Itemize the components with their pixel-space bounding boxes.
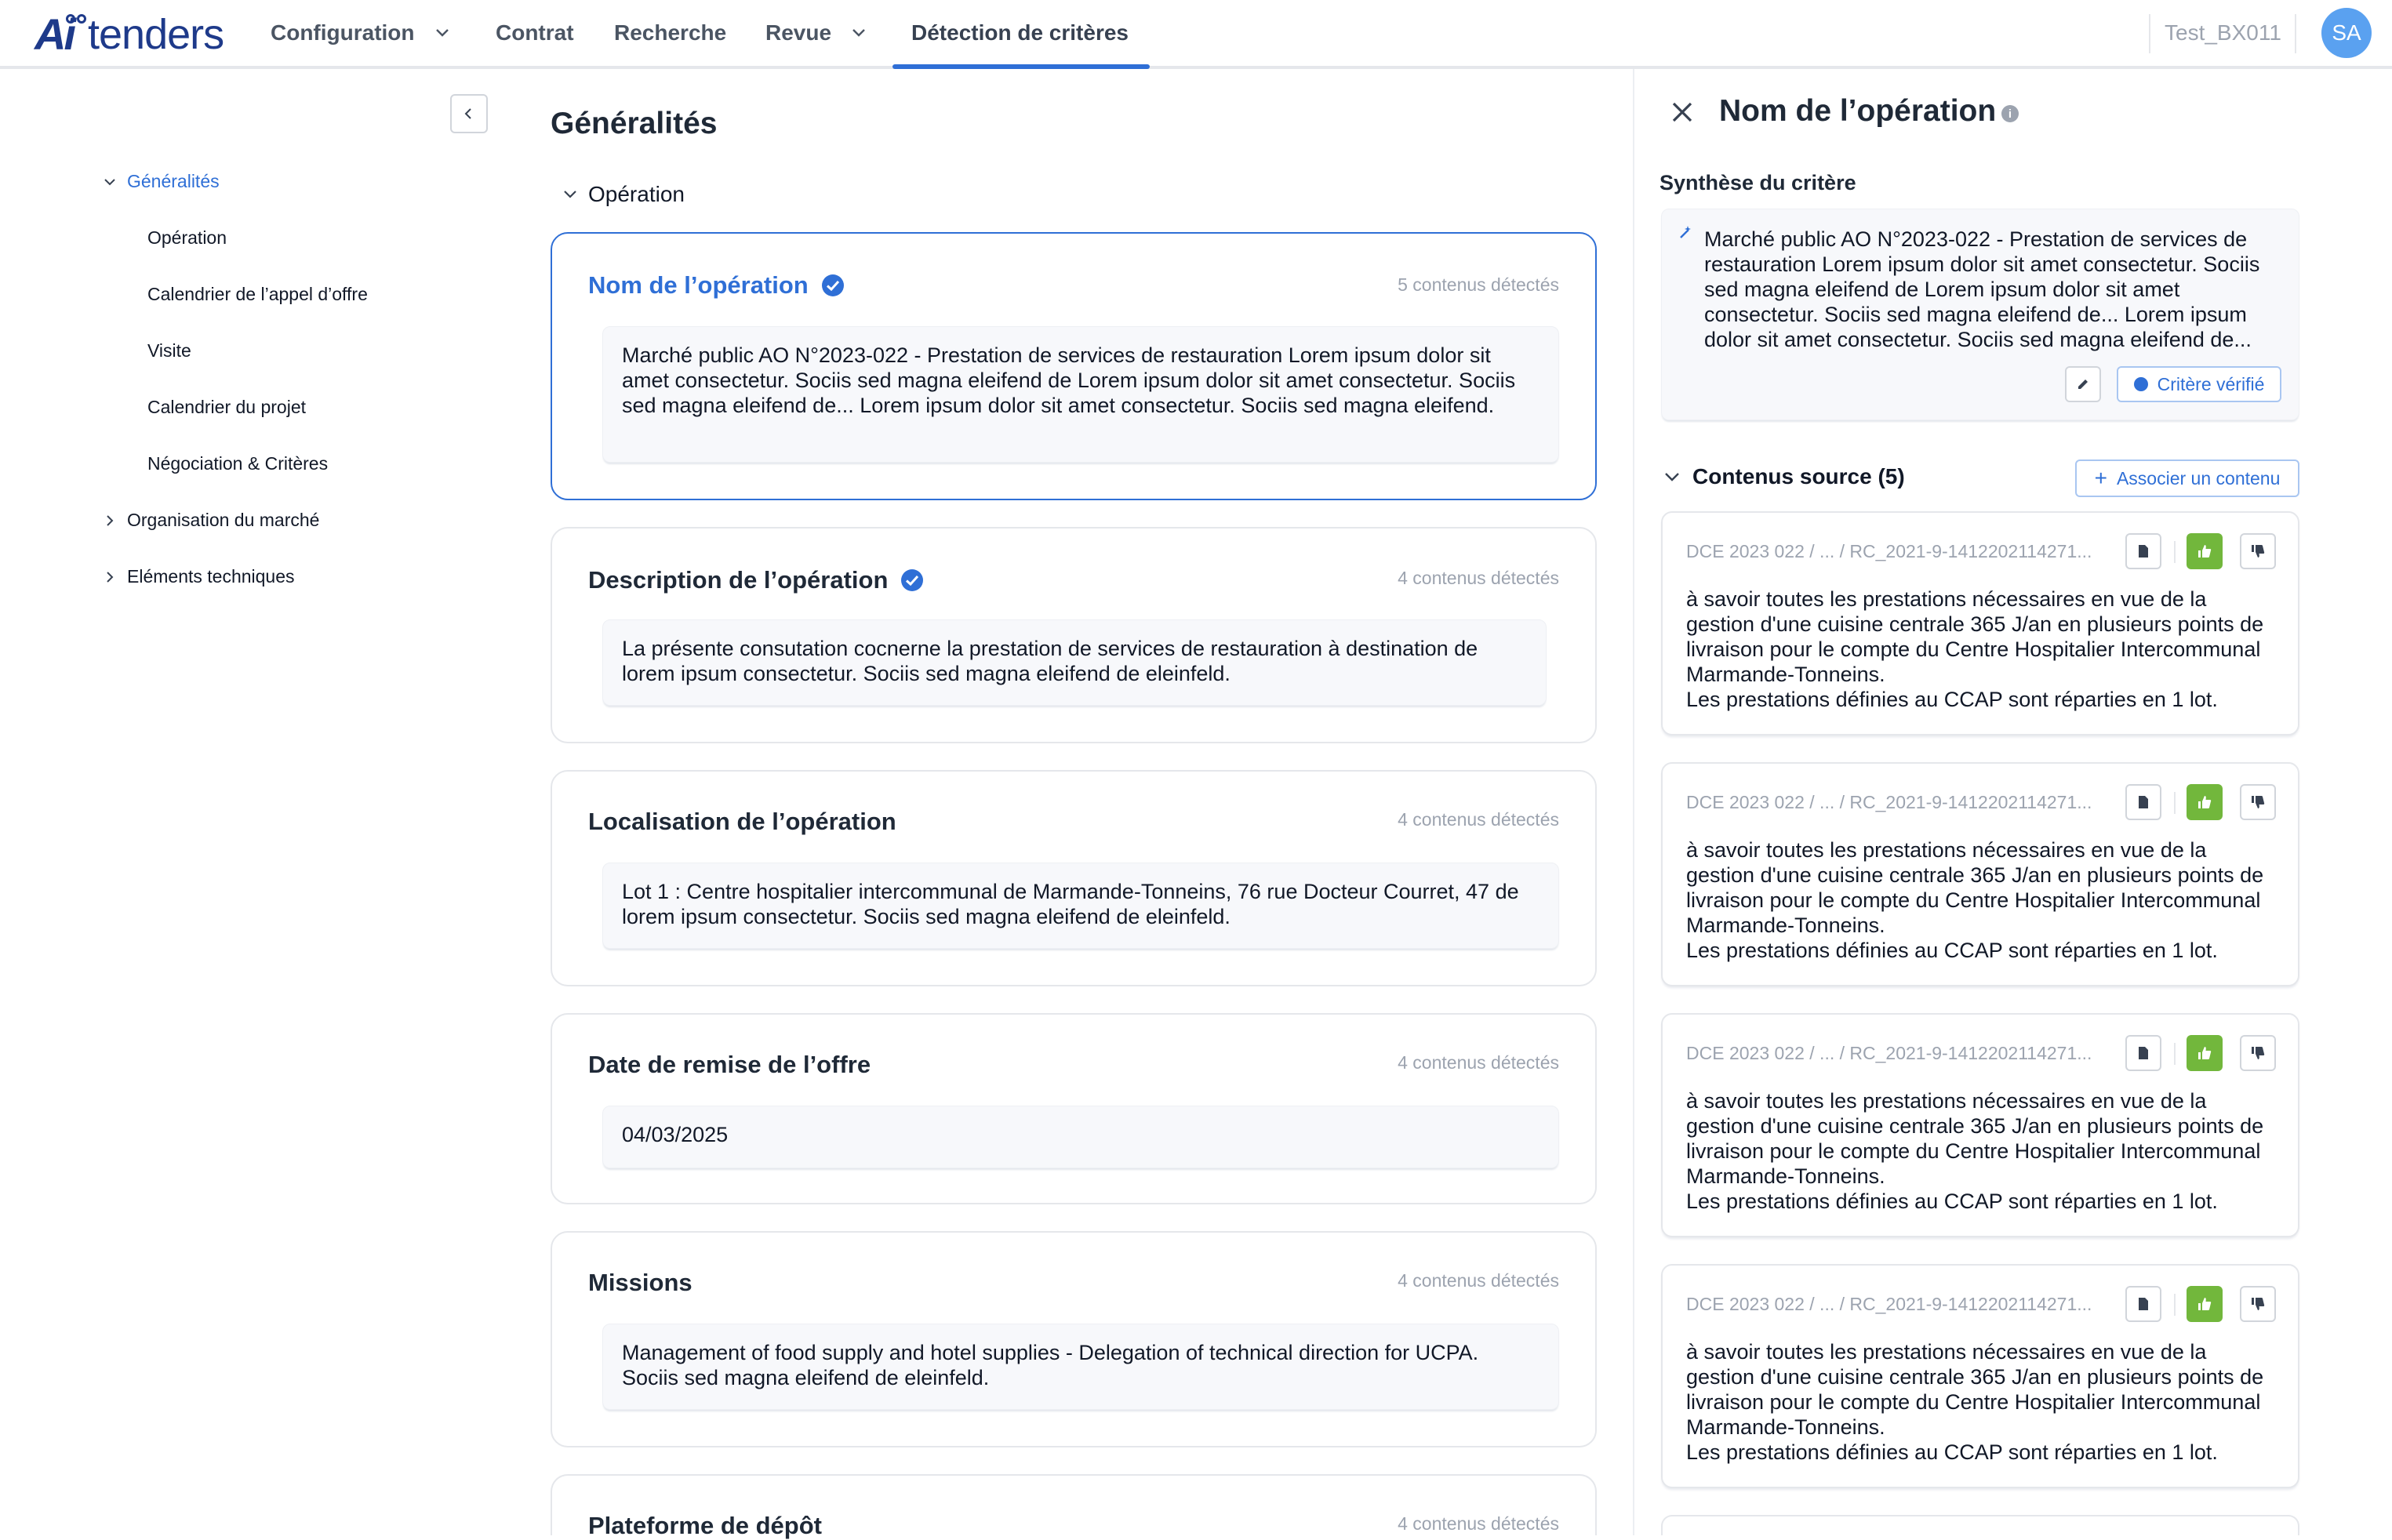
thumbs-up-button[interactable] — [2187, 1035, 2223, 1071]
associer-contenu-label: Associer un contenu — [2116, 467, 2281, 489]
synthese-text: Marché public AO N°2023-022 - Prestation de services de restauration Lorem ipsum dolor sit amet consectetur. Sociis sed magna eleifend de Lorem ipsum dolor sit amet consectetur. Sociis sed magna eleifend de... Lorem ipsum dolor sit amet consectetur. Sociis sed magna eleifend de... — [1704, 227, 2260, 351]
detected-count: 5 contenus détectés — [1398, 274, 1559, 295]
nav-contrat[interactable] — [496, 0, 574, 66]
source-text — [1686, 1339, 2274, 1465]
nav-detection-criteres-label: Détection de critères — [911, 20, 1129, 45]
nav-revue-label: Revue — [765, 20, 832, 45]
aitenders-logo[interactable] — [35, 9, 231, 59]
active-tab-indicator — [892, 64, 1150, 69]
synthese-label: Synthèse du critère — [1659, 171, 1856, 194]
open-document-button[interactable] — [2125, 784, 2161, 820]
document-icon — [2137, 1297, 2150, 1311]
criterion-title-row — [588, 1269, 693, 1297]
detected-count: 4 contenus détectés — [1398, 1270, 1559, 1291]
ai-sparkle-icon — [1678, 225, 1693, 241]
nav-configuration-label: Configuration — [271, 20, 415, 45]
criterion-title-row — [588, 566, 924, 594]
divider — [2174, 541, 2176, 563]
thumbs-up-button[interactable] — [2187, 533, 2223, 569]
chevron-down-icon — [435, 26, 449, 40]
page-title: Généralités — [551, 107, 718, 140]
criterion-title: Nom de l’opération — [588, 271, 809, 299]
open-document-button[interactable] — [2125, 1286, 2161, 1322]
thumbs-up-button[interactable] — [2187, 1286, 2223, 1322]
thumbs-up-icon — [2197, 543, 2212, 559]
divider — [2174, 1043, 2176, 1065]
criterion-value: La présente consutation cocnerne la prestation de services de restauration à destination de lorem ipsum consectetur. Sociis sed magna eleifend de eleinfeld. — [602, 619, 1547, 706]
divider — [2295, 14, 2296, 53]
workspace-name[interactable]: Test_BX011 — [2165, 20, 2281, 45]
sidebar-item-label: Calendrier du projet — [147, 397, 307, 417]
section-toggle-operation[interactable] — [563, 182, 685, 207]
thumbs-down-icon — [2250, 794, 2266, 810]
source-text-line: Les prestations définies au CCAP sont réparties en 1 lot. — [1686, 1440, 2218, 1464]
open-document-button[interactable] — [2125, 1035, 2161, 1071]
sidebar-item-visite[interactable] — [147, 340, 191, 361]
criterion-title-row — [588, 1051, 871, 1079]
thumbs-up-icon — [2197, 794, 2212, 810]
nav-revue[interactable] — [765, 0, 866, 66]
source-path[interactable]: DCE 2023 022 / ... / RC_2021-9-1412202114271... — [1686, 792, 2092, 812]
criterion-title: Missions — [588, 1269, 693, 1296]
sidebar-item-calendrier-appel-offre[interactable] — [147, 284, 368, 305]
sidebar-item-negociation-criteres[interactable] — [147, 453, 328, 474]
source-card — [1661, 1515, 2299, 1535]
document-icon — [2137, 1046, 2150, 1060]
nav-recherche[interactable] — [614, 0, 726, 66]
chevron-down-icon — [563, 187, 577, 202]
document-icon — [2137, 544, 2150, 558]
source-card — [1661, 1264, 2299, 1488]
nav-configuration[interactable] — [271, 0, 449, 66]
source-text — [1686, 837, 2274, 963]
plus-icon: + — [2094, 466, 2107, 490]
sidebar-item-elements-techniques[interactable] — [104, 566, 295, 587]
sidebar-item-generalites[interactable] — [104, 171, 220, 192]
sidebar-item-organisation-marche[interactable] — [104, 510, 319, 531]
collapse-sidebar-button[interactable] — [450, 94, 488, 133]
synthese-box — [1661, 209, 2299, 420]
source-path[interactable]: DCE 2023 022 / ... / RC_2021-9-1412202114271... — [1686, 1043, 2092, 1063]
source-card — [1661, 511, 2299, 735]
associer-contenu-button[interactable] — [2075, 459, 2299, 497]
detected-count: 4 contenus détectés — [1398, 568, 1559, 588]
thumbs-up-icon — [2197, 1045, 2212, 1061]
sources-label: Contenus source (5) — [1692, 464, 1905, 489]
nav-detection-criteres[interactable] — [911, 0, 1129, 66]
source-text — [1686, 587, 2274, 712]
detected-count: 4 contenus détectés — [1398, 1513, 1559, 1534]
sidebar-item-label: Organisation du marché — [127, 510, 320, 530]
criterion-card-date-remise-offre[interactable] — [551, 1013, 1597, 1204]
detected-count: 4 contenus détectés — [1398, 809, 1559, 830]
criterion-card-nom-operation[interactable] — [551, 232, 1597, 500]
sources-toggle[interactable] — [1664, 464, 1905, 489]
sidebar-item-calendrier-projet[interactable] — [147, 397, 306, 418]
sidebar-item-label: Opération — [147, 227, 227, 248]
sidebar-item-operation[interactable] — [147, 227, 227, 249]
criterion-title: Plateforme de dépôt — [588, 1512, 822, 1539]
edit-button[interactable] — [2065, 366, 2101, 402]
pencil-icon — [2076, 377, 2090, 391]
criterion-value: Management of food supply and hotel supplies - Delegation of technical direction for UCPA. Sociis sed magna eleifend de eleinfeld. — [602, 1324, 1559, 1410]
chevron-left-icon — [463, 107, 475, 120]
detected-count: 4 contenus détectés — [1398, 1052, 1559, 1073]
logo-tenders-text: tenders — [88, 11, 224, 58]
source-text-line: Les prestations définies au CCAP sont réparties en 1 lot. — [1686, 939, 2218, 962]
criterion-card-localisation-operation[interactable] — [551, 770, 1597, 986]
criterion-card-plateforme-depot[interactable] — [551, 1474, 1597, 1539]
criterion-title-row — [588, 271, 845, 300]
criterion-card-missions[interactable] — [551, 1231, 1597, 1447]
source-text-line: Les prestations définies au CCAP sont réparties en 1 lot. — [1686, 1190, 2218, 1213]
thumbs-down-button[interactable] — [2240, 784, 2276, 820]
source-card — [1661, 1013, 2299, 1237]
criterion-card-description-operation[interactable] — [551, 527, 1597, 743]
chevron-down-icon — [104, 176, 116, 188]
open-document-button[interactable] — [2125, 533, 2161, 569]
close-icon[interactable] — [1670, 100, 1694, 124]
sidebar-item-label: Généralités — [127, 171, 220, 191]
critere-verifie-label: Critère vérifié — [2157, 373, 2265, 394]
criterion-title: Localisation de l’opération — [588, 808, 896, 835]
thumbs-down-button[interactable] — [2240, 1035, 2276, 1071]
thumbs-up-button[interactable] — [2187, 784, 2223, 820]
divider — [2149, 14, 2150, 53]
chevron-down-icon — [852, 26, 866, 40]
thumbs-up-icon — [2197, 1296, 2212, 1312]
thumbs-down-button[interactable] — [2240, 1286, 2276, 1322]
info-icon[interactable]: i — [2001, 105, 2019, 122]
source-text — [1686, 1088, 2274, 1214]
sidebar-item-label: Calendrier de l’appel d’offre — [147, 284, 368, 304]
source-card — [1661, 762, 2299, 986]
sidebar-item-label: Eléments techniques — [127, 566, 295, 587]
top-navigation-bar — [0, 0, 2392, 69]
criterion-value: 04/03/2025 — [602, 1106, 1559, 1168]
criterion-value: Marché public AO N°2023-022 - Prestation de services de restauration Lorem ipsum dolor sit amet consectetur. Sociis sed magna eleifend de Lorem ipsum dolor sit amet consectetur. Sociis sed magna eleifend de... Lorem ipsum dolor sit amet consectetur. Sociis sed magna eleifend. — [602, 326, 1559, 463]
critere-verifie-button[interactable] — [2117, 366, 2281, 402]
source-path[interactable]: DCE 2023 022 / ... / RC_2021-9-1412202114271... — [1686, 1294, 2092, 1314]
sidebar-item-label: Négociation & Critères — [147, 453, 329, 474]
thumbs-down-icon — [2250, 1296, 2266, 1312]
source-text-line: à savoir toutes les prestations nécessaires en vue de la gestion d'une cuisine centrale 365 J/an en plusieurs points de livraison pour le compte du Centre Hospitalier Intercommunal Marmande-Tonneins. — [1686, 1340, 2264, 1439]
chevron-right-icon — [104, 571, 116, 583]
panel-divider — [1633, 69, 1634, 1535]
thumbs-down-icon — [2250, 543, 2266, 559]
criterion-title-row — [588, 808, 896, 836]
thumbs-down-icon — [2250, 1045, 2266, 1061]
source-text-line: à savoir toutes les prestations nécessaires en vue de la gestion d'une cuisine centrale 365 J/an en plusieurs points de livraison pour le compte du Centre Hospitalier Intercommunal Marmande-Tonneins. — [1686, 838, 2264, 937]
divider — [2174, 1294, 2176, 1316]
source-text-line: Les prestations définies au CCAP sont réparties en 1 lot. — [1686, 688, 2218, 711]
source-text-line: à savoir toutes les prestations nécessaires en vue de la gestion d'une cuisine centrale 365 J/an en plusieurs points de livraison pour le compte du Centre Hospitalier Intercommunal Marmande-Tonneins. — [1686, 587, 2264, 686]
user-avatar[interactable]: SA — [2321, 8, 2372, 58]
criterion-value: Lot 1 : Centre hospitalier intercommunal de Marmande-Tonneins, 76 rue Docteur Courret, 47 de lorem ipsum consectetur. Sociis sed magna eleifend de eleinfeld. — [602, 863, 1559, 949]
nav-contrat-label: Contrat — [496, 20, 574, 45]
logo-ai-text: Ai — [35, 9, 74, 59]
chevron-down-icon — [1664, 469, 1680, 485]
logo-dots-icon — [66, 14, 89, 25]
divider — [2174, 792, 2176, 814]
criterion-title: Description de l’opération — [588, 566, 889, 594]
chevron-right-icon — [104, 514, 116, 527]
verified-check-icon — [821, 274, 845, 297]
panel-title: Nom de l’opération — [1719, 94, 1997, 128]
nav-recherche-label: Recherche — [614, 20, 727, 45]
section-title: Opération — [588, 182, 685, 206]
document-icon — [2137, 795, 2150, 809]
thumbs-down-button[interactable] — [2240, 533, 2276, 569]
verified-check-icon — [900, 568, 924, 592]
sidebar-item-label: Visite — [147, 340, 191, 361]
criterion-title: Date de remise de l’offre — [588, 1051, 871, 1078]
verified-check-icon — [2134, 377, 2148, 391]
source-path[interactable]: DCE 2023 022 / ... / RC_2021-9-1412202114271... — [1686, 541, 2092, 561]
criterion-title-row — [588, 1512, 822, 1540]
source-text-line: à savoir toutes les prestations nécessaires en vue de la gestion d'une cuisine centrale 365 J/an en plusieurs points de livraison pour le compte du Centre Hospitalier Intercommunal Marmande-Tonneins. — [1686, 1089, 2264, 1188]
